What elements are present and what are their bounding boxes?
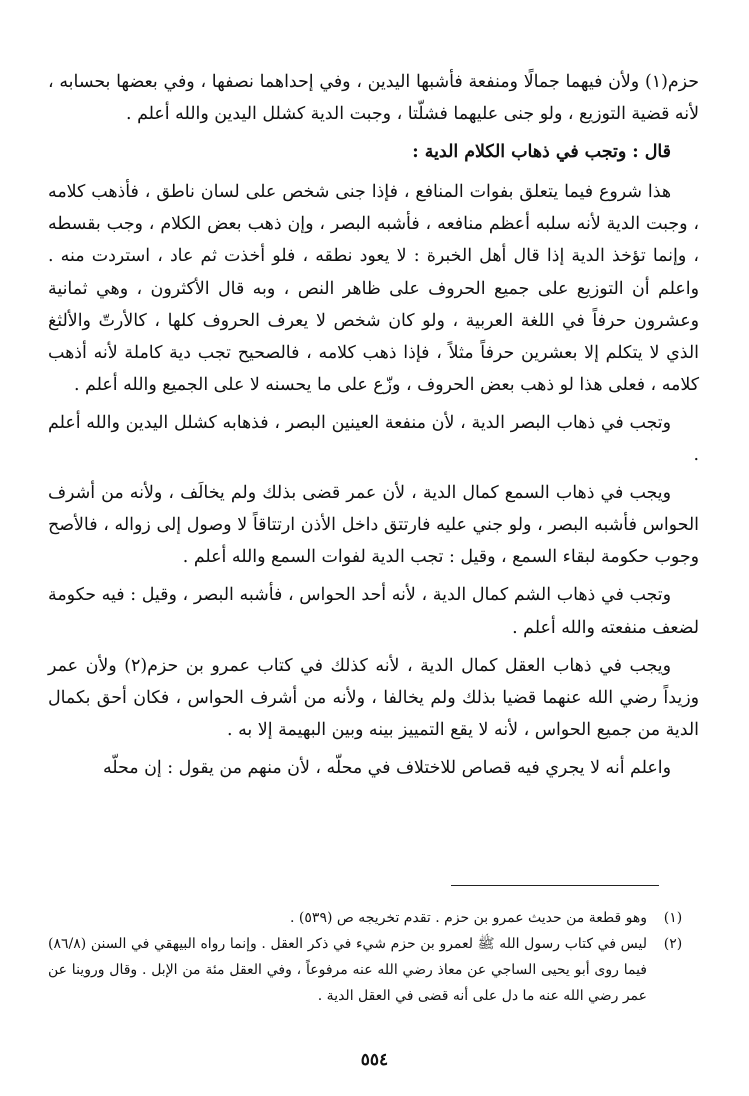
main-text: [48, 66, 699, 790]
paragraph-smell: وتجب في ذهاب الشم كمال الدية ، لأنه أحد الحواس ، فأشبه البصر ، وقيل : فيه حكومة لضعف منفعته والله أعلم .: [48, 585, 699, 638]
footnote-2: [48, 931, 699, 1009]
paragraph-hearing: ويجب في ذهاب السمع كمال الدية ، لأن عمر قضى بذلك ولم يخالَف ، ولأنه من أشرف الحواس فأشبه البصر ، ولو جني عليه فارتتق داخل الأذن ارتتاقاً لا وصول إلى زواله ، فالأصح وجوب حكومة لبقاء السمع ، وقيل : تجب الدية لفوات السمع والله أعلم .: [48, 483, 699, 568]
footnote-text: وهو قطعة من حديث عمرو بن حزم . تقدم تخريجه ص (٥٣٩) .: [290, 910, 647, 926]
paragraph-continuation: حزم(١) ولأن فيهما جمالًا ومنفعة فأشبها اليدين ، وفي إحداهما نصفها ، وفي بعضها بحسابه ، لأنه قضية التوزيع ، ولو جنى عليهما فشلّتا ، وجبت الدية كشلل اليدين والله أعلم .: [48, 72, 699, 125]
paragraph-intellect: ويجب في ذهاب العقل كمال الدية ، لأنه كذلك في كتاب عمرو بن حزم(٢) ولأن عمر وزيداً رضي الله عنهما قضيا بذلك ولم يخالفا ، ولأنه من أشرف الحواس ، فكان أحق بكمال الدية من جميع الحواس ، لأنه لا يقع التمييز بينه وبين البهيمة إلا به .: [48, 655, 699, 740]
footnote-separator: [451, 885, 659, 886]
section-heading: قال : وتجب في ذهاب الكلام الدية :: [412, 142, 671, 163]
paragraph-sight: وتجب في ذهاب البصر الدية ، لأن منفعة العينين البصر ، فذهابه كشلل اليدين والله أعلم .: [48, 412, 699, 466]
paragraph-intellect-location: واعلم أنه لا يجري فيه قصاص للاختلاف في محلّه ، لأن منهم من يقول : إن محلّه: [102, 757, 671, 778]
footnotes: [48, 905, 699, 1009]
page-number: ٥٥٤: [360, 1050, 389, 1070]
footnote-number: (١): [663, 910, 683, 926]
footnote-text: ليس في كتاب رسول الله ﷺ لعمرو بن حزم شيء في ذكر العقل . وإنما رواه البيهقي في السنن (٨٦/٨) فيما روى أبو يحيى الساجي عن معاذ رضي الله عنه مرفوعاً ، وفي العقل مئة من الإبل . وقال وروينا عن عمر رضي الله عنه ما دل على أنه قضى في العقل الدية .: [48, 936, 647, 1004]
footnote-number: (٢): [663, 936, 683, 952]
paragraph-speech: هذا شروع فيما يتعلق بفوات المنافع ، فإذا جنى شخص على لسان ناطق ، فأذهب كلامه ، وجبت الدية لأنه سلبه أعظم منافعه ، فأشبه البصر ، وإن ذهب بعض الكلام ، وجب بقسطه ، وإنما تؤخذ الدية إذا قال أهل الخبرة : لا يعود نطقه ، فلو أخذت ثم عاد ، استردت منه . واعلم أن التوزيع على جميع الحروف على ظاهر النص ، وبه قال الأكثرون ، وهي ثمانية وعشرون حرفاً في اللغة العربية ، ولو كان شخص لا يعرف الحروف كلها ، كالأرتّ والألثغ الذي لا يتكلم إلا بعشرين حرفاً مثلاً ، فإذا ذهب كلامه ، فالصحيح تجب دية كاملة لأنه أذهب كلامه ، فعلى هذا لو ذهب بعض الحروف ، وزّع على ما يحسنه لا على الجميع والله أعلم .: [48, 182, 699, 395]
footnote-1: [48, 905, 699, 931]
